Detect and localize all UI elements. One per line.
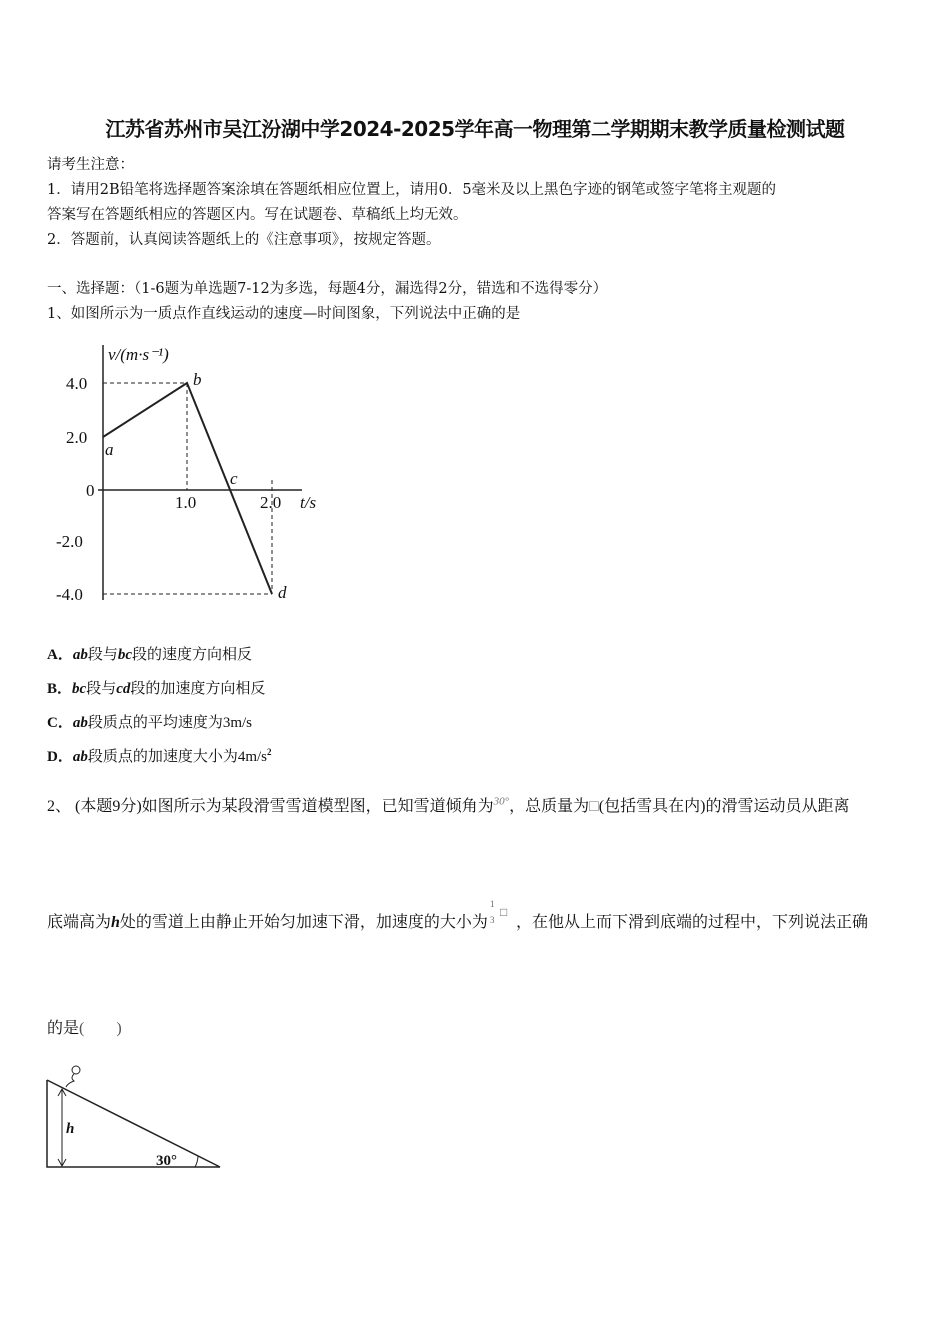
height-label: h xyxy=(66,1121,75,1137)
option-c[interactable]: C．ab段质点的平均速度为3m/s xyxy=(47,715,253,731)
question-1-stem: 1、如图所示为一质点作直线运动的速度—时间图象，下列说法中正确的是 xyxy=(47,306,521,322)
y-tick: -4.0 xyxy=(56,585,83,604)
x-axis-label: t/s xyxy=(300,493,317,512)
question-2-line: 底端高为h处的雪道上由静止开始匀加速下滑，加速度的大小为 1 3 □ ，在他从上而下滑到底端的过程中，下列说法正确 xyxy=(47,899,868,931)
point-label: a xyxy=(105,440,114,459)
section-heading: 一、选择题：（1-6题为单选题7-12为多选，每题4分，漏选得2分，错选和不选得零分） xyxy=(47,281,608,297)
angle-label: 30° xyxy=(156,1153,177,1169)
question-2-line: 2、 (本题9分)如图所示为某段滑雪雪道模型图，已知雪道倾角为$^{30^\circ}$，总质量为□(包括雪具在内)的滑雪运动员从距离 xyxy=(47,795,850,815)
option-b[interactable]: B．bc段与cd段的加速度方向相反 xyxy=(47,681,266,697)
point-label: b xyxy=(193,370,202,389)
point-label: c xyxy=(230,469,238,488)
ski-slope-figure xyxy=(40,1060,230,1175)
y-tick: -2.0 xyxy=(56,532,83,551)
y-tick: 4.0 xyxy=(66,374,88,393)
notice-line: 2．答题前，认真阅读答题纸上的《注意事项》，按规定答题。 xyxy=(47,232,441,248)
notice-line: 1．请用2B铅笔将选择题答案涂填在答题纸相应位置上，请用0．5毫米及以上黑色字迹的钢笔或签字笔将主观题的 xyxy=(47,182,777,198)
question-2-line: 的是( ) xyxy=(47,1020,122,1037)
y-axis-label: v/(m·s⁻¹) xyxy=(108,345,169,364)
y-tick: 2.0 xyxy=(66,428,88,447)
x-tick: 1.0 xyxy=(175,493,197,512)
y-tick: 0 xyxy=(86,481,95,500)
velocity-time-graph xyxy=(40,335,340,615)
skier-icon xyxy=(72,1066,80,1074)
notice-heading: 请考生注意： xyxy=(47,157,134,173)
option-a[interactable]: A．ab段与bc段的速度方向相反 xyxy=(47,647,253,663)
x-tick: 2.0 xyxy=(260,493,282,512)
page-title: 江苏省苏州市吴江汾湖中学2024-2025学年高一物理第二学期期末教学质量检测试题 xyxy=(105,117,845,141)
option-d[interactable]: D．ab段质点的加速度大小为$4m/s^2$ xyxy=(47,747,272,765)
answer-blank[interactable]: ( ) xyxy=(79,1020,122,1037)
point-label: d xyxy=(278,583,287,602)
notice-line: 答案写在答题纸相应的答题区内。写在试题卷、草稿纸上均无效。 xyxy=(47,207,468,223)
